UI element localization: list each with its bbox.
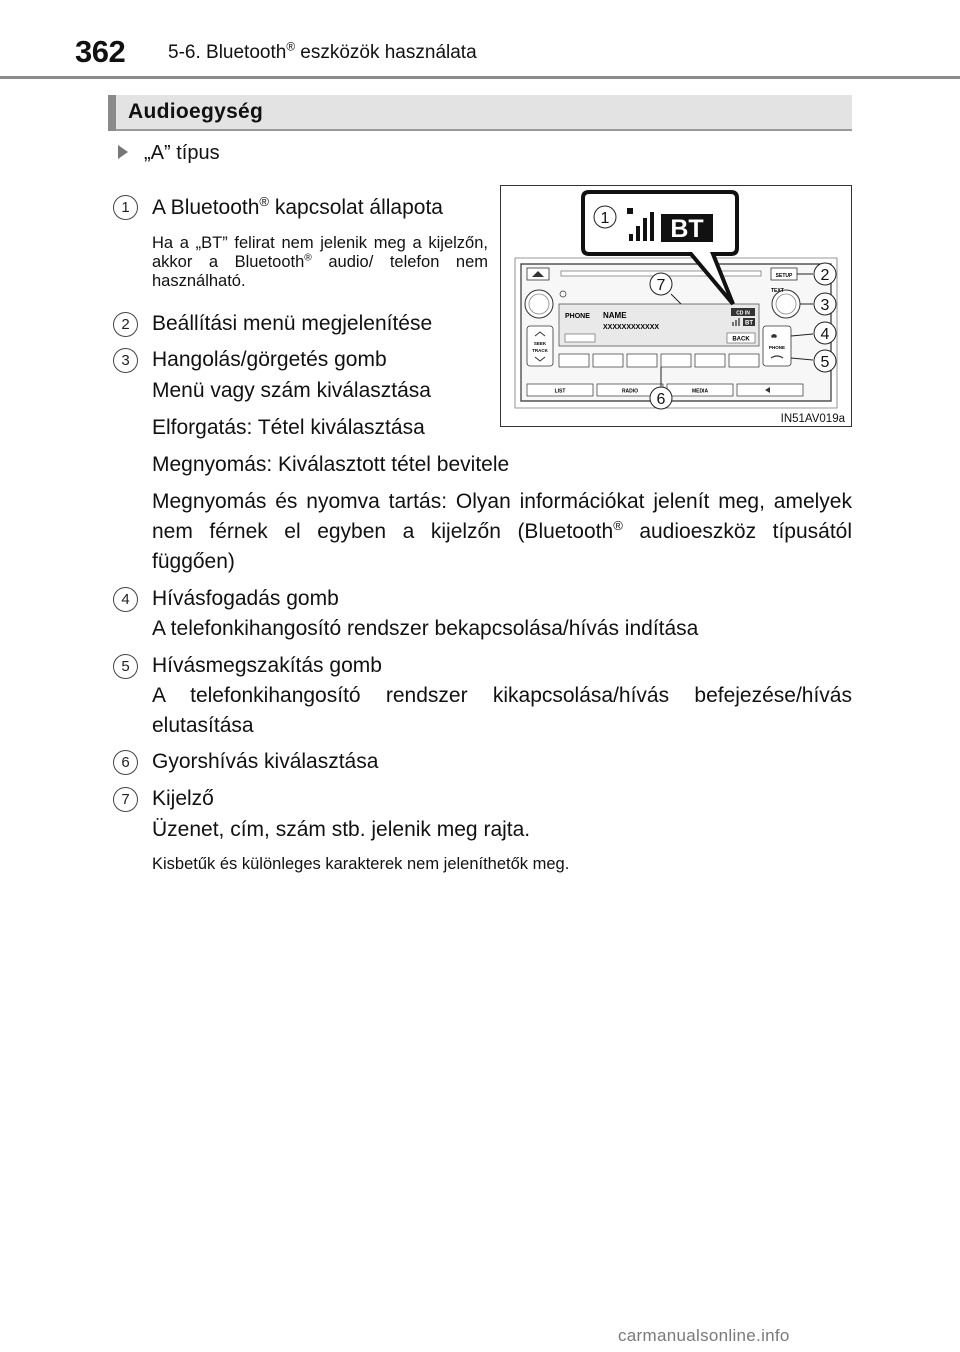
lcd-back: BACK bbox=[732, 336, 750, 343]
audio-unit-illustration bbox=[501, 186, 851, 426]
item-1-title: A Bluetooth® kapcsolat állapota bbox=[152, 194, 443, 219]
seek-label: SEEK bbox=[533, 341, 547, 346]
item-5-title: Hívásmegszakítás gomb bbox=[152, 654, 382, 677]
audio-unit-figure bbox=[500, 185, 852, 427]
page-number: 362 bbox=[75, 34, 126, 69]
item-7-line2: Üzenet, cím, szám stb. jelenik meg rajta. bbox=[152, 818, 531, 841]
item-3-line4: Megnyomás: Kiválasztott tétel bevitele bbox=[152, 453, 510, 476]
chapter-title: 5-6. Bluetooth® eszközök használata bbox=[168, 40, 477, 63]
item-3-line5: Megnyomás és nyomva tartás: Olyan információkat jelenít meg, amelyek nem férnek el egyben a kijelzőn (Bluetooth® audioeszköz típusától függően) bbox=[152, 490, 852, 573]
item-number-6: 6 bbox=[113, 750, 138, 775]
media-label: MEDIA bbox=[691, 388, 709, 395]
item-number-7: 7 bbox=[113, 787, 138, 812]
type-label: „A” típus bbox=[118, 142, 220, 165]
item-4-line2: A telefonkihangosító rendszer bekapcsolása/hívás indítása bbox=[152, 617, 699, 640]
callout-7: 7 bbox=[656, 277, 666, 294]
setup-label: SETUP bbox=[775, 273, 793, 279]
section-header bbox=[108, 95, 852, 131]
watermark: carmanualsonline.info bbox=[618, 1326, 790, 1345]
item-4-title: Hívásfogadás gomb bbox=[152, 587, 339, 610]
preset-button bbox=[661, 354, 691, 367]
triangle-bullet-icon bbox=[118, 145, 128, 159]
lcd-number: XXXXXXXXXXXX bbox=[603, 324, 660, 331]
item-number-3: 3 bbox=[113, 348, 138, 373]
lcd-left-tag bbox=[565, 334, 595, 342]
track-label: TRACK bbox=[532, 348, 548, 353]
callout-4: 4 bbox=[820, 326, 830, 343]
callout-1: 1 bbox=[600, 210, 610, 227]
item-3-line2: Menü vagy szám kiválasztása bbox=[152, 379, 431, 402]
lcd-name: NAME bbox=[603, 311, 627, 320]
item-number-5: 5 bbox=[113, 654, 138, 679]
figure-code: IN51AV019a bbox=[780, 413, 845, 425]
item-3-line3: Elforgatás: Tétel kiválasztása bbox=[152, 416, 425, 439]
section-title: Audioegység bbox=[128, 100, 264, 123]
preset-button bbox=[695, 354, 725, 367]
bt-badge-text: BT bbox=[670, 215, 704, 243]
item-6-title: Gyorshívás kiválasztása bbox=[152, 750, 379, 773]
item-number-1: 1 bbox=[113, 195, 138, 220]
radio-label: RADIO bbox=[621, 388, 639, 395]
callout-5: 5 bbox=[820, 354, 830, 371]
list-label: LIST bbox=[554, 388, 566, 395]
item-5-line2: A telefonkihangosító rendszer kikapcsolása/hívás befejezése/hívás elutasítása bbox=[152, 684, 852, 737]
lcd-bt: BT bbox=[745, 320, 753, 327]
item-7-title: Kijelző bbox=[152, 787, 214, 810]
item-1-note: Ha a „BT” felirat nem jelenik meg a kijelzőn, akkor a Bluetooth® audio/ telefon nem használható. bbox=[152, 234, 488, 290]
lcd-cdin: CD IN bbox=[736, 310, 750, 317]
preset-button bbox=[559, 354, 589, 367]
phone-label: PHONE bbox=[768, 345, 786, 350]
item-2-title: Beállítási menü megjelenítése bbox=[152, 312, 433, 335]
item-number-4: 4 bbox=[113, 587, 138, 612]
antenna-top-icon bbox=[627, 208, 633, 214]
callout-2: 2 bbox=[820, 267, 830, 284]
text-label: TEXT bbox=[771, 288, 784, 294]
header-divider bbox=[0, 76, 960, 79]
preset-button bbox=[729, 354, 759, 367]
preset-button bbox=[627, 354, 657, 367]
section-bar bbox=[108, 95, 116, 131]
callout-3: 3 bbox=[820, 297, 830, 314]
lcd-phone-label: PHONE bbox=[565, 313, 590, 320]
callout-6: 6 bbox=[656, 391, 666, 408]
item-7-note: Kisbetűk és különleges karakterek nem jeleníthetők meg. bbox=[152, 855, 570, 873]
item-3-title: Hangolás/görgetés gomb bbox=[152, 348, 387, 371]
item-number-2: 2 bbox=[113, 312, 138, 337]
preset-button bbox=[593, 354, 623, 367]
